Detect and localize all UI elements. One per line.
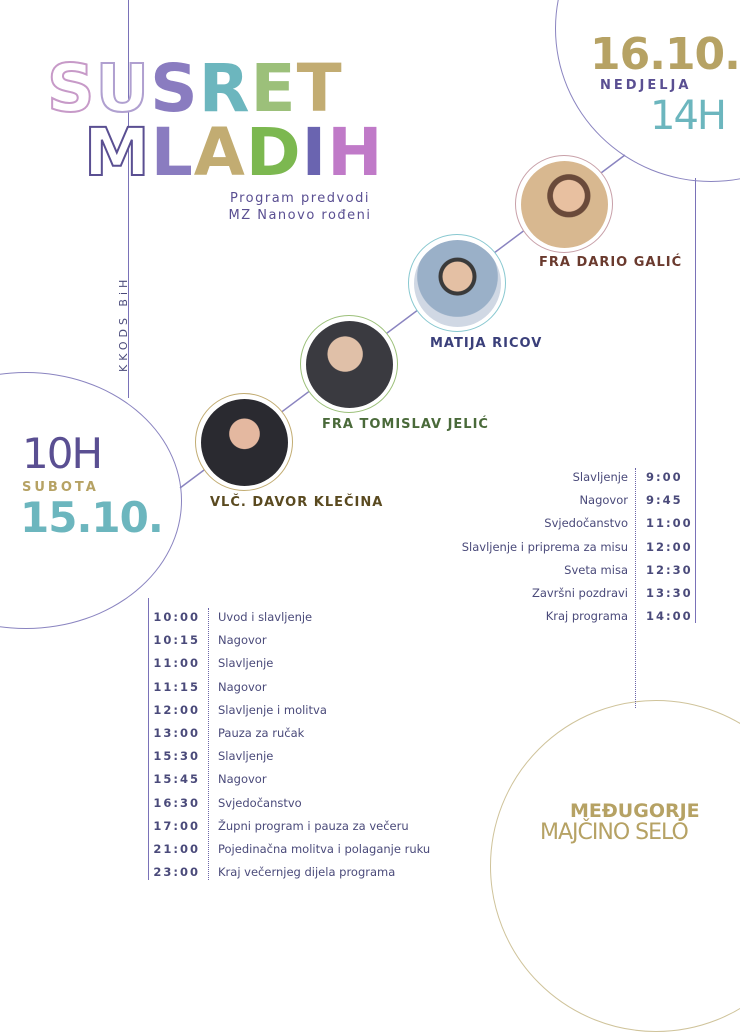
sunday-schedule-item: Svjedočanstvo (544, 516, 628, 531)
sunday-schedule-time: 12:30 (646, 562, 693, 577)
sunday-schedule-time: 9:45 (646, 493, 683, 508)
saturday-schedule-time: 10:00 (153, 610, 200, 624)
subtitle-line-1: Program predvodi (229, 191, 371, 206)
title-letter: R (198, 50, 251, 127)
sunday-schedule-item: Slavljenje i priprema za misu (461, 539, 628, 554)
sunday-schedule-item: Sveta misa (564, 562, 628, 577)
speaker-name: MATIJA RICOV (430, 336, 543, 351)
saturday-schedule-item: Svjedočanstvo (218, 795, 302, 810)
title-letter: E (250, 50, 297, 127)
title-letter: L (150, 114, 194, 191)
saturday-schedule-time: 11:00 (153, 656, 200, 671)
title-letter: I (301, 114, 328, 191)
sunday-schedule-item: Kraj programa (545, 609, 628, 624)
sunday-schedule-time: 13:30 (646, 586, 693, 600)
sunday-schedule-divider (635, 468, 636, 708)
location-subtitle: MAJČINO SELO (540, 820, 688, 845)
saturday-schedule-item: Nagovor (218, 772, 267, 787)
saturday-schedule-time: 10:15 (153, 633, 200, 648)
title-letter: T (296, 50, 343, 127)
sunday-date: 16.10. (590, 29, 740, 80)
speaker-photo (201, 399, 288, 486)
title-letter: A (193, 114, 246, 191)
sunday-schedule-time: 12:00 (646, 539, 693, 554)
sunday-time: 14H (650, 93, 725, 139)
saturday-day: SUBOTA (22, 480, 99, 495)
saturday-date: 15.10. (20, 493, 163, 542)
title-letter: U (95, 50, 151, 127)
speaker-name: FRA TOMISLAV JELIĆ (322, 417, 489, 432)
sunday-schedule-item: Slavljenje (572, 470, 628, 484)
speaker-photo (414, 240, 501, 327)
saturday-schedule-time: 23:00 (153, 865, 200, 880)
saturday-schedule-item: Uvod i slavljenje (218, 610, 313, 624)
speaker-photo (306, 321, 393, 408)
sunday-schedule-time: 9:00 (646, 470, 683, 484)
saturday-schedule-divider (208, 608, 209, 880)
saturday-schedule-item: Slavljenje i molitva (218, 702, 327, 717)
saturday-schedule-time: 13:00 (153, 726, 200, 740)
sunday-schedule-time: 11:00 (646, 516, 693, 531)
saturday-time: 10H (22, 429, 102, 478)
title-letter: D (245, 114, 302, 191)
saturday-schedule-item: Pojedinačna molitva i polaganje ruku (218, 842, 431, 856)
saturday-schedule-item: Slavljenje (218, 749, 274, 764)
title-letter: S (150, 50, 199, 127)
subtitle-line-2: MZ Nanovo rođeni (228, 208, 372, 223)
sunday-schedule-time: 14:00 (646, 609, 693, 624)
subtitle (200, 190, 400, 224)
title-letter: S (47, 50, 96, 127)
saturday-schedule-time: 15:30 (153, 749, 200, 764)
saturday-schedule-item: Nagovor (218, 633, 267, 648)
sunday-schedule-item: Završni pozdravi (531, 586, 628, 600)
saturday-schedule-item: Nagovor (218, 679, 267, 694)
speaker-name: FRA DARIO GALIĆ (539, 255, 683, 270)
saturday-schedule-time: 15:45 (153, 772, 200, 787)
saturday-schedule-item: Župni program i pauza za večeru (218, 818, 409, 833)
speaker-name: VLČ. DAVOR KLEČINA (210, 495, 384, 510)
title-letter: M (84, 114, 151, 191)
saturday-schedule-item: Slavljenje (218, 656, 274, 671)
location-name: MEĐUGORJE (570, 800, 700, 822)
saturday-schedule-time: 17:00 (153, 818, 200, 833)
sunday-schedule-item: Nagovor (579, 493, 628, 508)
saturday-schedule-item: Pauza za ručak (218, 726, 305, 740)
sunday-day: NEDJELJA (600, 78, 692, 93)
saturday-schedule-time: 12:00 (153, 702, 200, 717)
saturday-schedule-item: Kraj večernjeg dijela programa (218, 865, 396, 880)
title-line-2 (84, 114, 384, 191)
saturday-schedule-time: 11:15 (153, 679, 200, 694)
organizer-vertical-text: KKODS BiH (117, 275, 130, 372)
saturday-schedule-time: 21:00 (153, 842, 200, 856)
speaker-photo (521, 161, 608, 248)
saturday-schedule-time: 16:30 (153, 795, 200, 810)
title-letter: H (327, 114, 384, 191)
title-line-1 (47, 50, 343, 127)
